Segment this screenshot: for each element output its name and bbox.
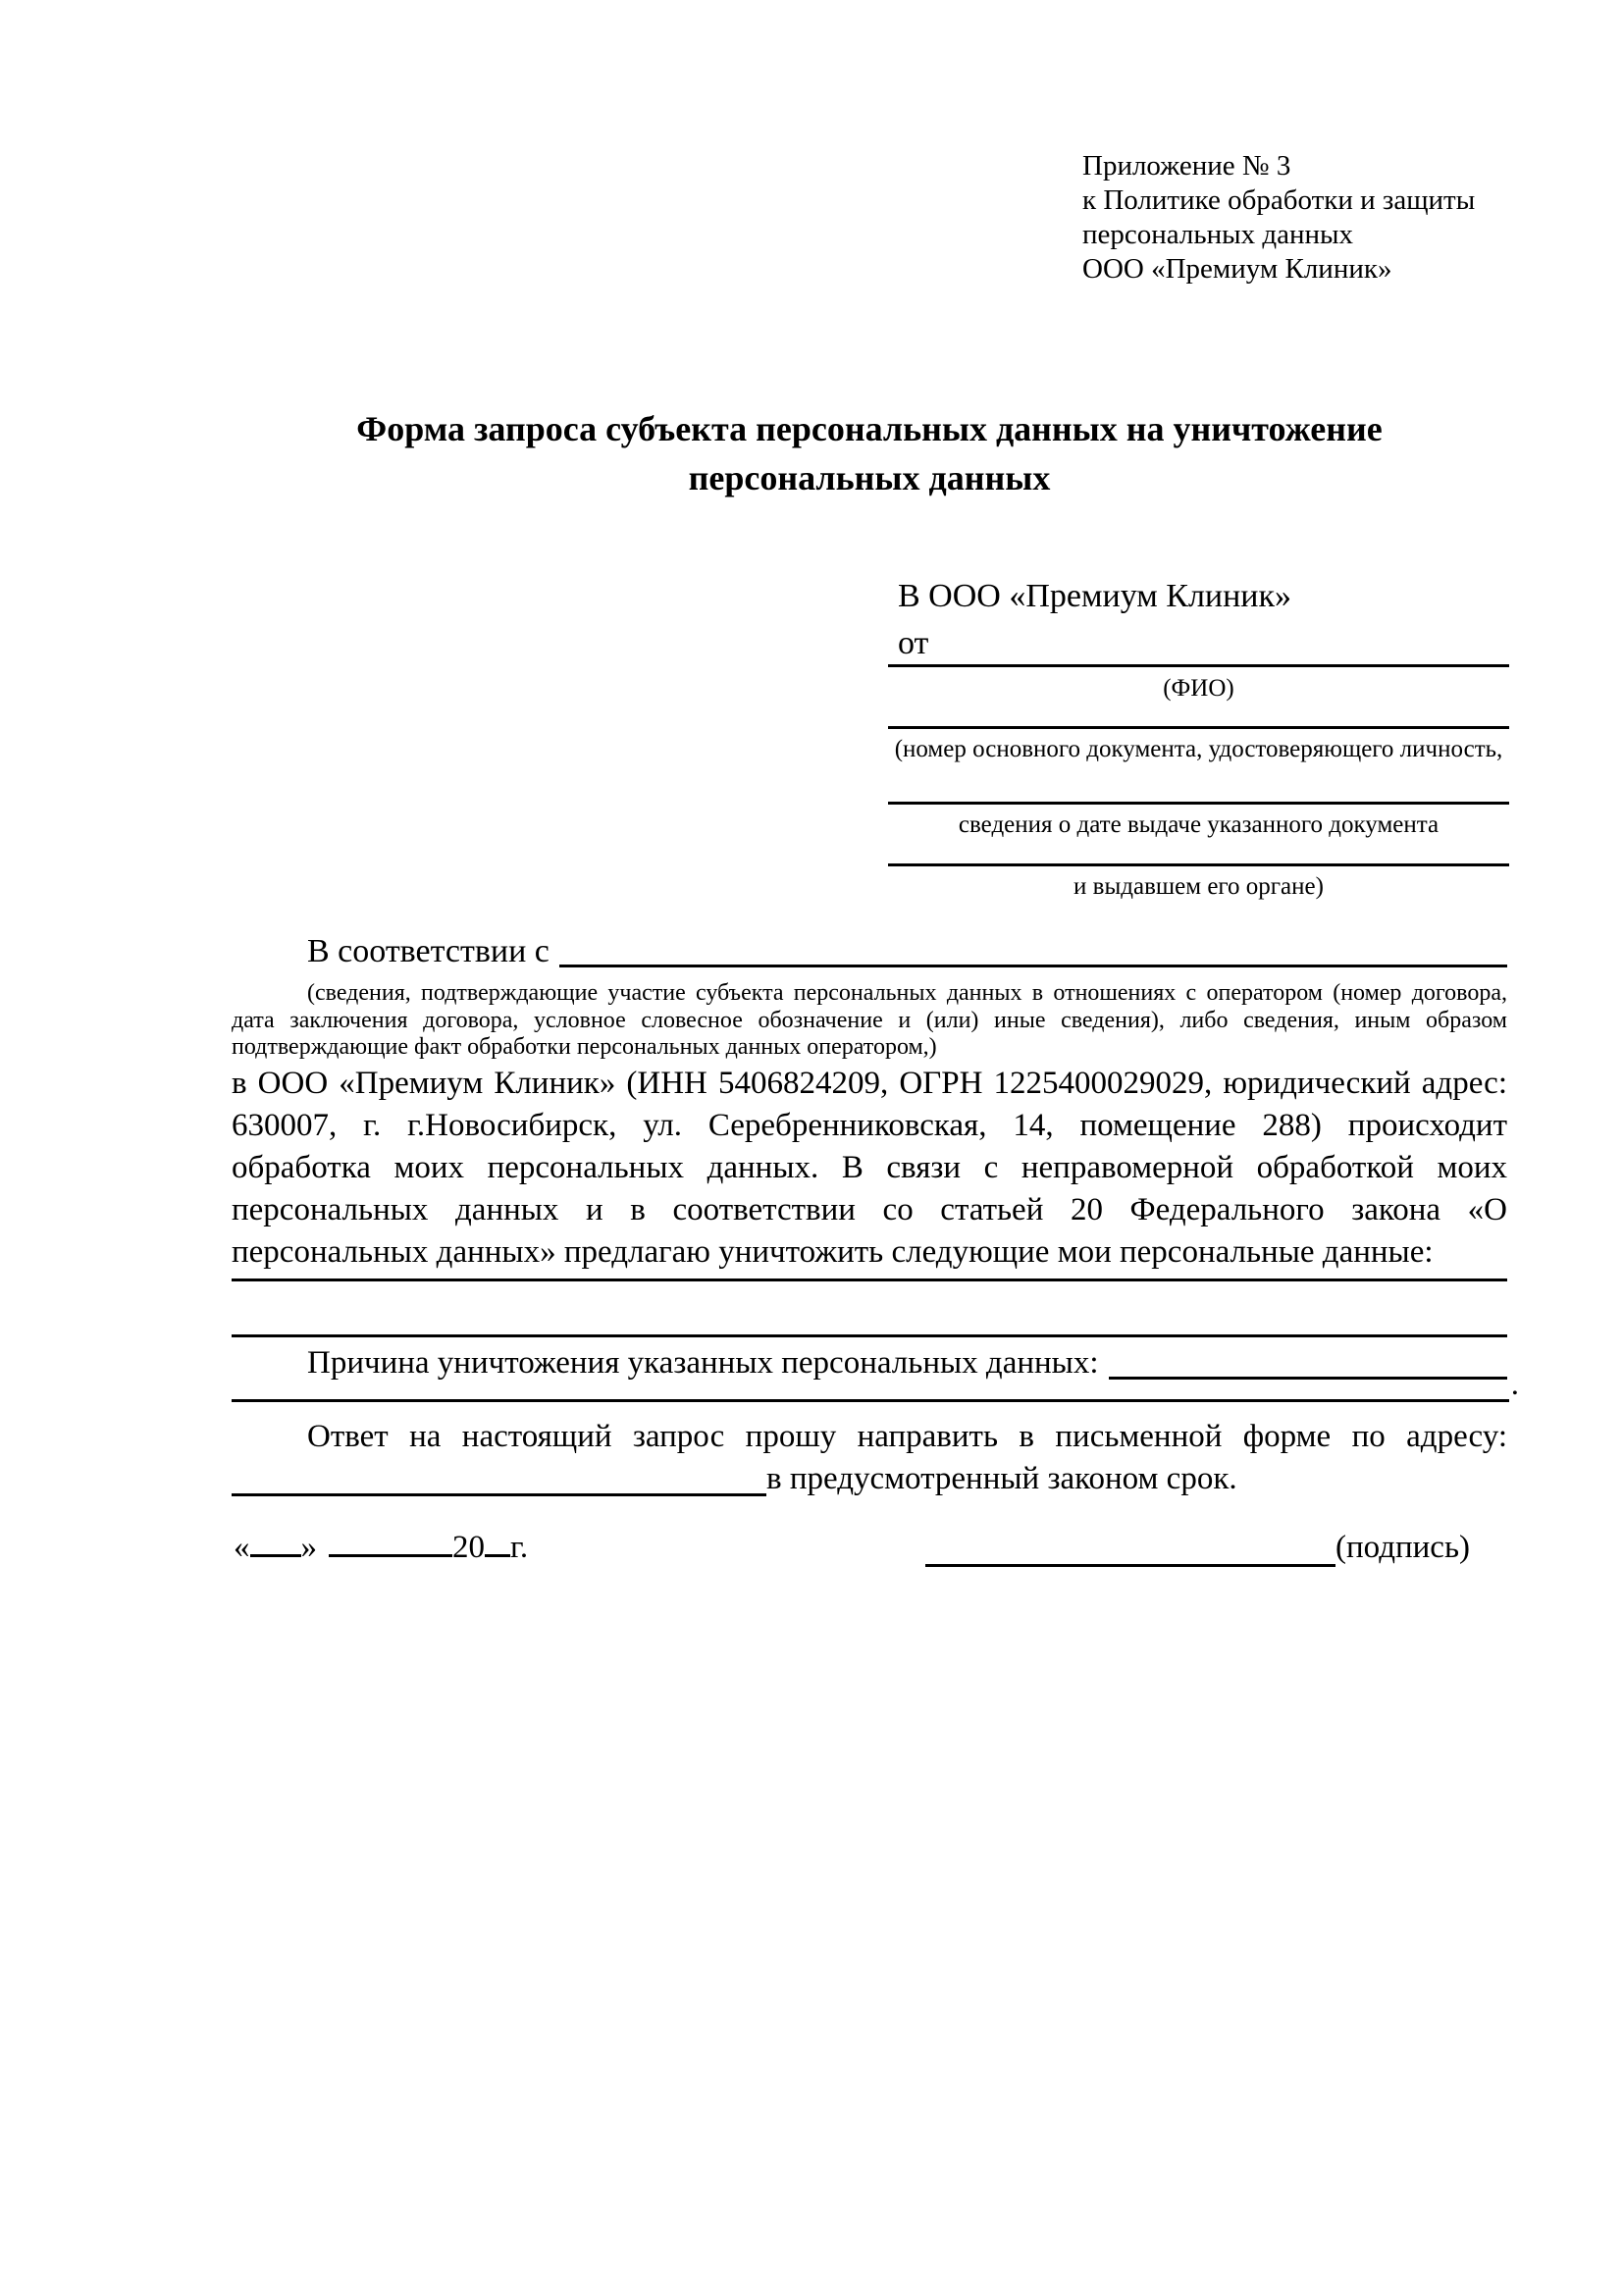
date-line bbox=[234, 1527, 528, 1569]
form-title-line: Форма запроса субъекта персональных данных на уничтожение bbox=[356, 409, 1383, 448]
signature-caption: (подпись) bbox=[1335, 1530, 1470, 1565]
year-prefix: 20 bbox=[452, 1530, 485, 1565]
date-quote-open: « bbox=[234, 1530, 250, 1565]
document-issue-date-caption: сведения о дате выдаче указанного документа bbox=[958, 811, 1440, 838]
fio-caption: (ФИО) bbox=[1163, 675, 1234, 702]
appendix-header bbox=[1082, 149, 1475, 287]
month-blank-line bbox=[329, 1554, 452, 1557]
reason-label: Причина уничтожения указанных персональных данных: bbox=[307, 1345, 1099, 1381]
appendix-line: ООО «Премиум Клиник» bbox=[1082, 253, 1392, 285]
recipient-from-label: от bbox=[898, 625, 929, 661]
recipient-organization: В ООО «Премиум Клиник» bbox=[898, 578, 1292, 614]
address-blank-line bbox=[232, 1493, 766, 1496]
fio-blank-line bbox=[888, 664, 1509, 667]
year-blank-line bbox=[485, 1554, 510, 1557]
appendix-line: Приложение № 3 bbox=[1082, 150, 1291, 182]
date-quote-close: » bbox=[300, 1530, 317, 1565]
appendix-line: персональных данных bbox=[1082, 219, 1354, 250]
response-request: Ответ на настоящий запрос прошу направить в письменной форме по адресу: bbox=[307, 1419, 1507, 1454]
reason-blank-line-2 bbox=[232, 1364, 1519, 1406]
trailing-period: . bbox=[1510, 1367, 1519, 1402]
form-title-line: персональных данных bbox=[688, 458, 1051, 497]
response-address-row bbox=[232, 1458, 1507, 1500]
response-tail: в предусмотренный законом срок. bbox=[766, 1461, 1237, 1496]
document-issuer-caption: и выдавшем его органе) bbox=[1073, 873, 1324, 900]
form-title bbox=[232, 404, 1507, 502]
accordance-blank-line bbox=[559, 965, 1507, 967]
main-paragraph: в ООО «Премиум Клиник» (ИНН 5406824209, ОГРН 1225400029029, юридический адрес: 630007, г. г.Новосибирск, ул. Серебренниковская, 14, помещение 288) происходит обработка моих персональных данных. В связи с неправомерной обработкой моих персональных данных и в соответствии со статьей 20 Федерального закона «О персональных данных» предлагаю уничтожить следующие мои персональные данные: bbox=[232, 1066, 1507, 1270]
signature-blank-line bbox=[925, 1527, 1335, 1567]
accordance-note: (сведения, подтверждающие участие субъекта персональных данных в отношениях с оператором (номер договора, дата заключения договора, условное словесное обозначение и (или) иные сведения), либо сведения, иным образом подтверждающие факт обработки персональных данных оператором,) bbox=[232, 980, 1507, 1060]
year-suffix: г. bbox=[510, 1530, 529, 1565]
document-issue-date-blank-line bbox=[888, 802, 1509, 805]
personal-data-blank-line-2 bbox=[232, 1334, 1507, 1337]
document-number-blank-line bbox=[888, 726, 1509, 729]
personal-data-blank-line-1 bbox=[232, 1278, 1507, 1281]
accordance-label: В соответствии с bbox=[307, 933, 550, 969]
appendix-line: к Политике обработки и защиты bbox=[1082, 184, 1476, 216]
document-issuer-blank-line bbox=[888, 863, 1509, 866]
blank-line bbox=[232, 1399, 1509, 1402]
document-number-caption: (номер основного документа, удостоверяющего личность, bbox=[894, 736, 1503, 762]
accordance-row bbox=[232, 931, 1507, 972]
day-blank-line bbox=[250, 1554, 301, 1557]
